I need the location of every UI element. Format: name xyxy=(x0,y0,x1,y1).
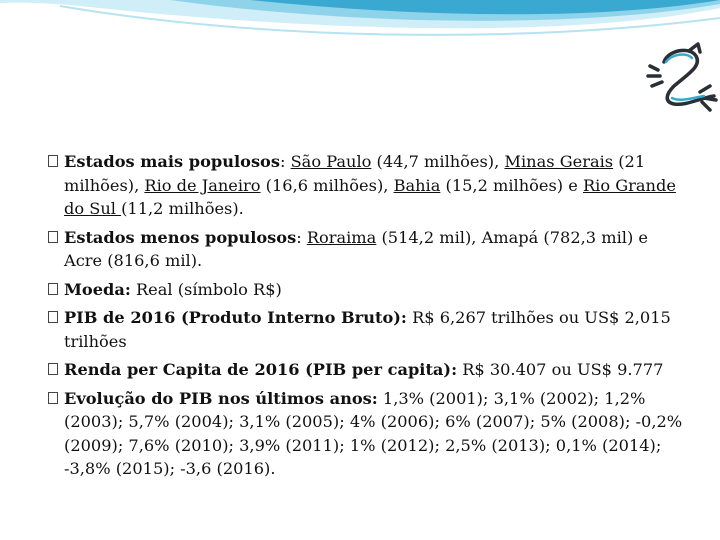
bullet-heading: PIB de 2016 (Produto Interno Bruto): xyxy=(64,308,407,327)
bullet-text: R$ 30.407 ou US$ 9.777 xyxy=(462,360,664,379)
bullet-heading: Evolução do PIB nos últimos anos: xyxy=(64,388,378,408)
header-wave-decoration xyxy=(0,0,720,60)
bullet-item xyxy=(48,150,688,221)
underlined-place-name: Roraima xyxy=(306,227,377,247)
bullet-text: (15,2 milhões) e xyxy=(440,175,583,195)
square-bullet-icon xyxy=(48,392,58,404)
dragon-logo-icon xyxy=(644,40,720,112)
bullet-heading: Estados menos populosos xyxy=(64,227,297,247)
bullet-item xyxy=(48,278,688,302)
bullet-text: R$ 6,267 trilhões ou US$ 2,015 trilhões xyxy=(64,308,671,351)
square-bullet-icon xyxy=(48,311,58,323)
square-bullet-icon xyxy=(48,363,58,375)
bullet-item xyxy=(48,226,688,273)
underlined-place-name: Bahia xyxy=(393,175,441,195)
bullet-heading: Moeda: xyxy=(64,279,131,299)
bullet-separator: : xyxy=(279,152,291,171)
bullet-text: Real (símbolo R$) xyxy=(135,279,282,299)
bullet-text: (44,7 milhões), xyxy=(371,152,505,171)
square-bullet-icon xyxy=(48,155,58,167)
bullet-list xyxy=(48,150,688,486)
underlined-place-name: Minas Gerais xyxy=(504,152,614,171)
bullet-item xyxy=(48,358,688,382)
bullet-text: (514,2 mil), Amapá (782,3 mil) e Acre (816,6 mil). xyxy=(64,227,648,270)
underlined-place-name: Rio Grande do Sul xyxy=(64,175,676,218)
bullet-text: (21 milhões), xyxy=(64,152,646,195)
square-bullet-icon xyxy=(48,231,58,243)
bullet-heading: Renda per Capita de 2016 (PIB per capita): xyxy=(64,360,458,379)
bullet-item xyxy=(48,387,688,481)
bullet-separator: : xyxy=(296,227,307,247)
underlined-place-name: Rio de Janeiro xyxy=(144,175,261,195)
bullet-text: (16,6 milhões), xyxy=(260,175,394,195)
bullet-text: (11,2 milhões). xyxy=(121,199,244,218)
underlined-place-name: São Paulo xyxy=(290,152,372,171)
bullet-text: 1,3% (2001); 3,1% (2002); 1,2% (2003); 5,7% (2004); 3,1% (2005); 4% (2006); 6% (2007); 5% (2008); -0,2% (2009); 7,6% (2010); 3,9% (2011); 1% (2012); 2,5% (2013); 0,1% (2014); -3,8% (2015); -3,6 (2016). xyxy=(64,388,683,478)
bullet-item xyxy=(48,306,688,353)
square-bullet-icon xyxy=(48,283,58,295)
bullet-heading: Estados mais populosos xyxy=(64,152,280,171)
